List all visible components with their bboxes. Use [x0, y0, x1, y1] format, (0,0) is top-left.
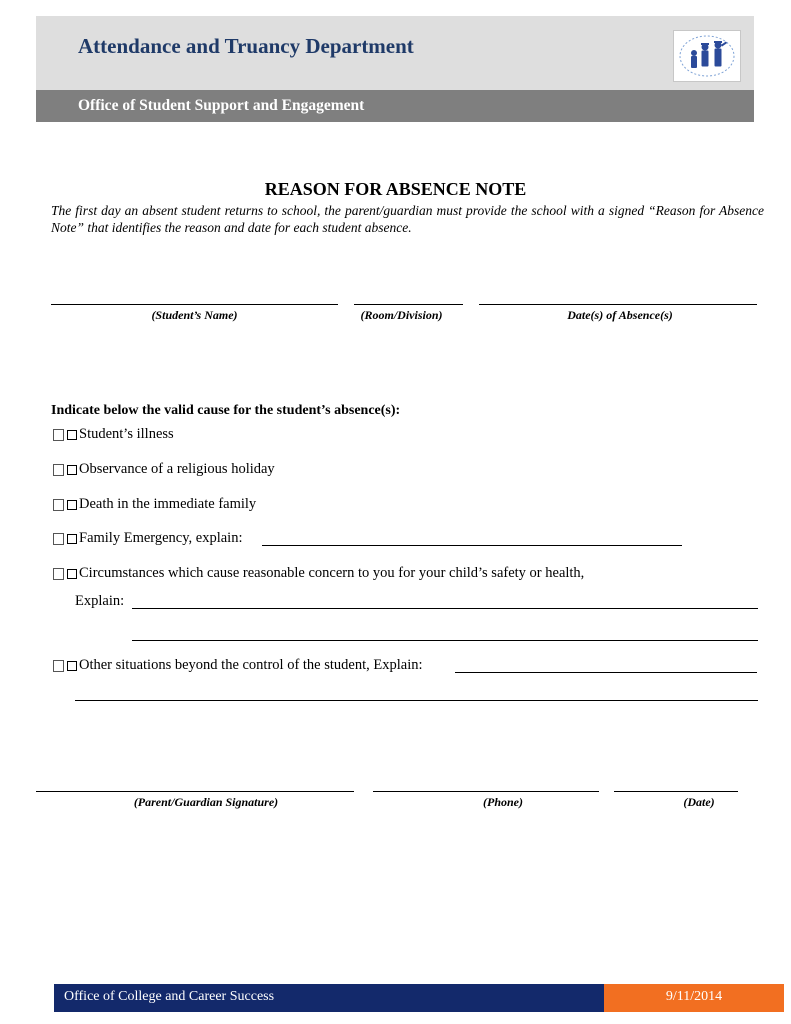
phone-caption: (Phone) [483, 795, 523, 809]
cause-heading: Indicate below the valid cause for the student’s absence(s): [51, 403, 401, 418]
office-subtitle: Office of Student Support and Engagement [78, 97, 365, 114]
checkbox-icon[interactable] [67, 569, 77, 579]
signature-field[interactable] [36, 791, 354, 792]
graduates-logo-icon [673, 30, 741, 82]
date-field[interactable] [614, 791, 738, 792]
checkbox-outer-icon[interactable] [53, 464, 64, 476]
checkbox-outer-icon[interactable] [53, 429, 64, 441]
option-family-emergency[interactable] [53, 530, 243, 547]
note-title: REASON FOR ABSENCE NOTE [264, 179, 527, 199]
option-label: Death in the immediate family [79, 496, 257, 512]
option-label: Other situations beyond the control of the student, Explain: [79, 657, 423, 673]
absence-dates-caption: Date(s) of Absence(s) [567, 308, 673, 322]
footer-office: Office of College and Career Success [64, 989, 275, 1004]
room-division-caption: (Room/Division) [360, 308, 443, 322]
explain-label: Explain: [75, 593, 125, 609]
option-safety-concern[interactable] [53, 565, 584, 582]
signature-caption: (Parent/Guardian Signature) [133, 795, 279, 809]
option-death-in-family[interactable] [53, 496, 256, 513]
other-explain-field-2[interactable] [75, 700, 758, 701]
other-explain-field-1[interactable] [455, 672, 757, 673]
checkbox-outer-icon[interactable] [53, 660, 64, 672]
room-division-field[interactable] [354, 304, 463, 305]
absence-dates-field[interactable] [479, 304, 757, 305]
checkbox-outer-icon[interactable] [53, 499, 64, 511]
date-caption: (Date) [683, 795, 715, 809]
option-illness[interactable] [53, 426, 174, 443]
safety-explain-field-1[interactable] [132, 608, 758, 609]
checkbox-icon[interactable] [67, 465, 77, 475]
option-religious-holiday[interactable] [53, 461, 275, 478]
student-name-caption: (Student’s Name) [151, 308, 238, 322]
department-title: Attendance and Truancy Department [78, 34, 414, 58]
checkbox-outer-icon[interactable] [53, 533, 64, 545]
checkbox-icon[interactable] [67, 534, 77, 544]
checkbox-icon[interactable] [67, 430, 77, 440]
checkbox-outer-icon[interactable] [53, 568, 64, 580]
checkbox-icon[interactable] [67, 500, 77, 510]
footer-date: 9/11/2014 [665, 989, 723, 1004]
checkbox-icon[interactable] [67, 661, 77, 671]
option-label: Circumstances which cause reasonable concern to you for your child’s safety or health, [79, 565, 585, 581]
option-label: Observance of a religious holiday [79, 461, 275, 477]
option-other-situations[interactable] [53, 657, 423, 674]
option-label: Family Emergency, explain: [79, 530, 243, 546]
safety-explain-field-2[interactable] [132, 640, 758, 641]
phone-field[interactable] [373, 791, 599, 792]
student-name-field[interactable] [51, 304, 338, 305]
intro-text: The first day an absent student returns to school, the parent/guardian must provide the school with a signed “Reason for Absence Note” that identifies the reason and date for each student absence. [51, 203, 764, 235]
option-label: Student’s illness [79, 426, 174, 442]
family-emergency-explain-field[interactable] [262, 545, 682, 546]
